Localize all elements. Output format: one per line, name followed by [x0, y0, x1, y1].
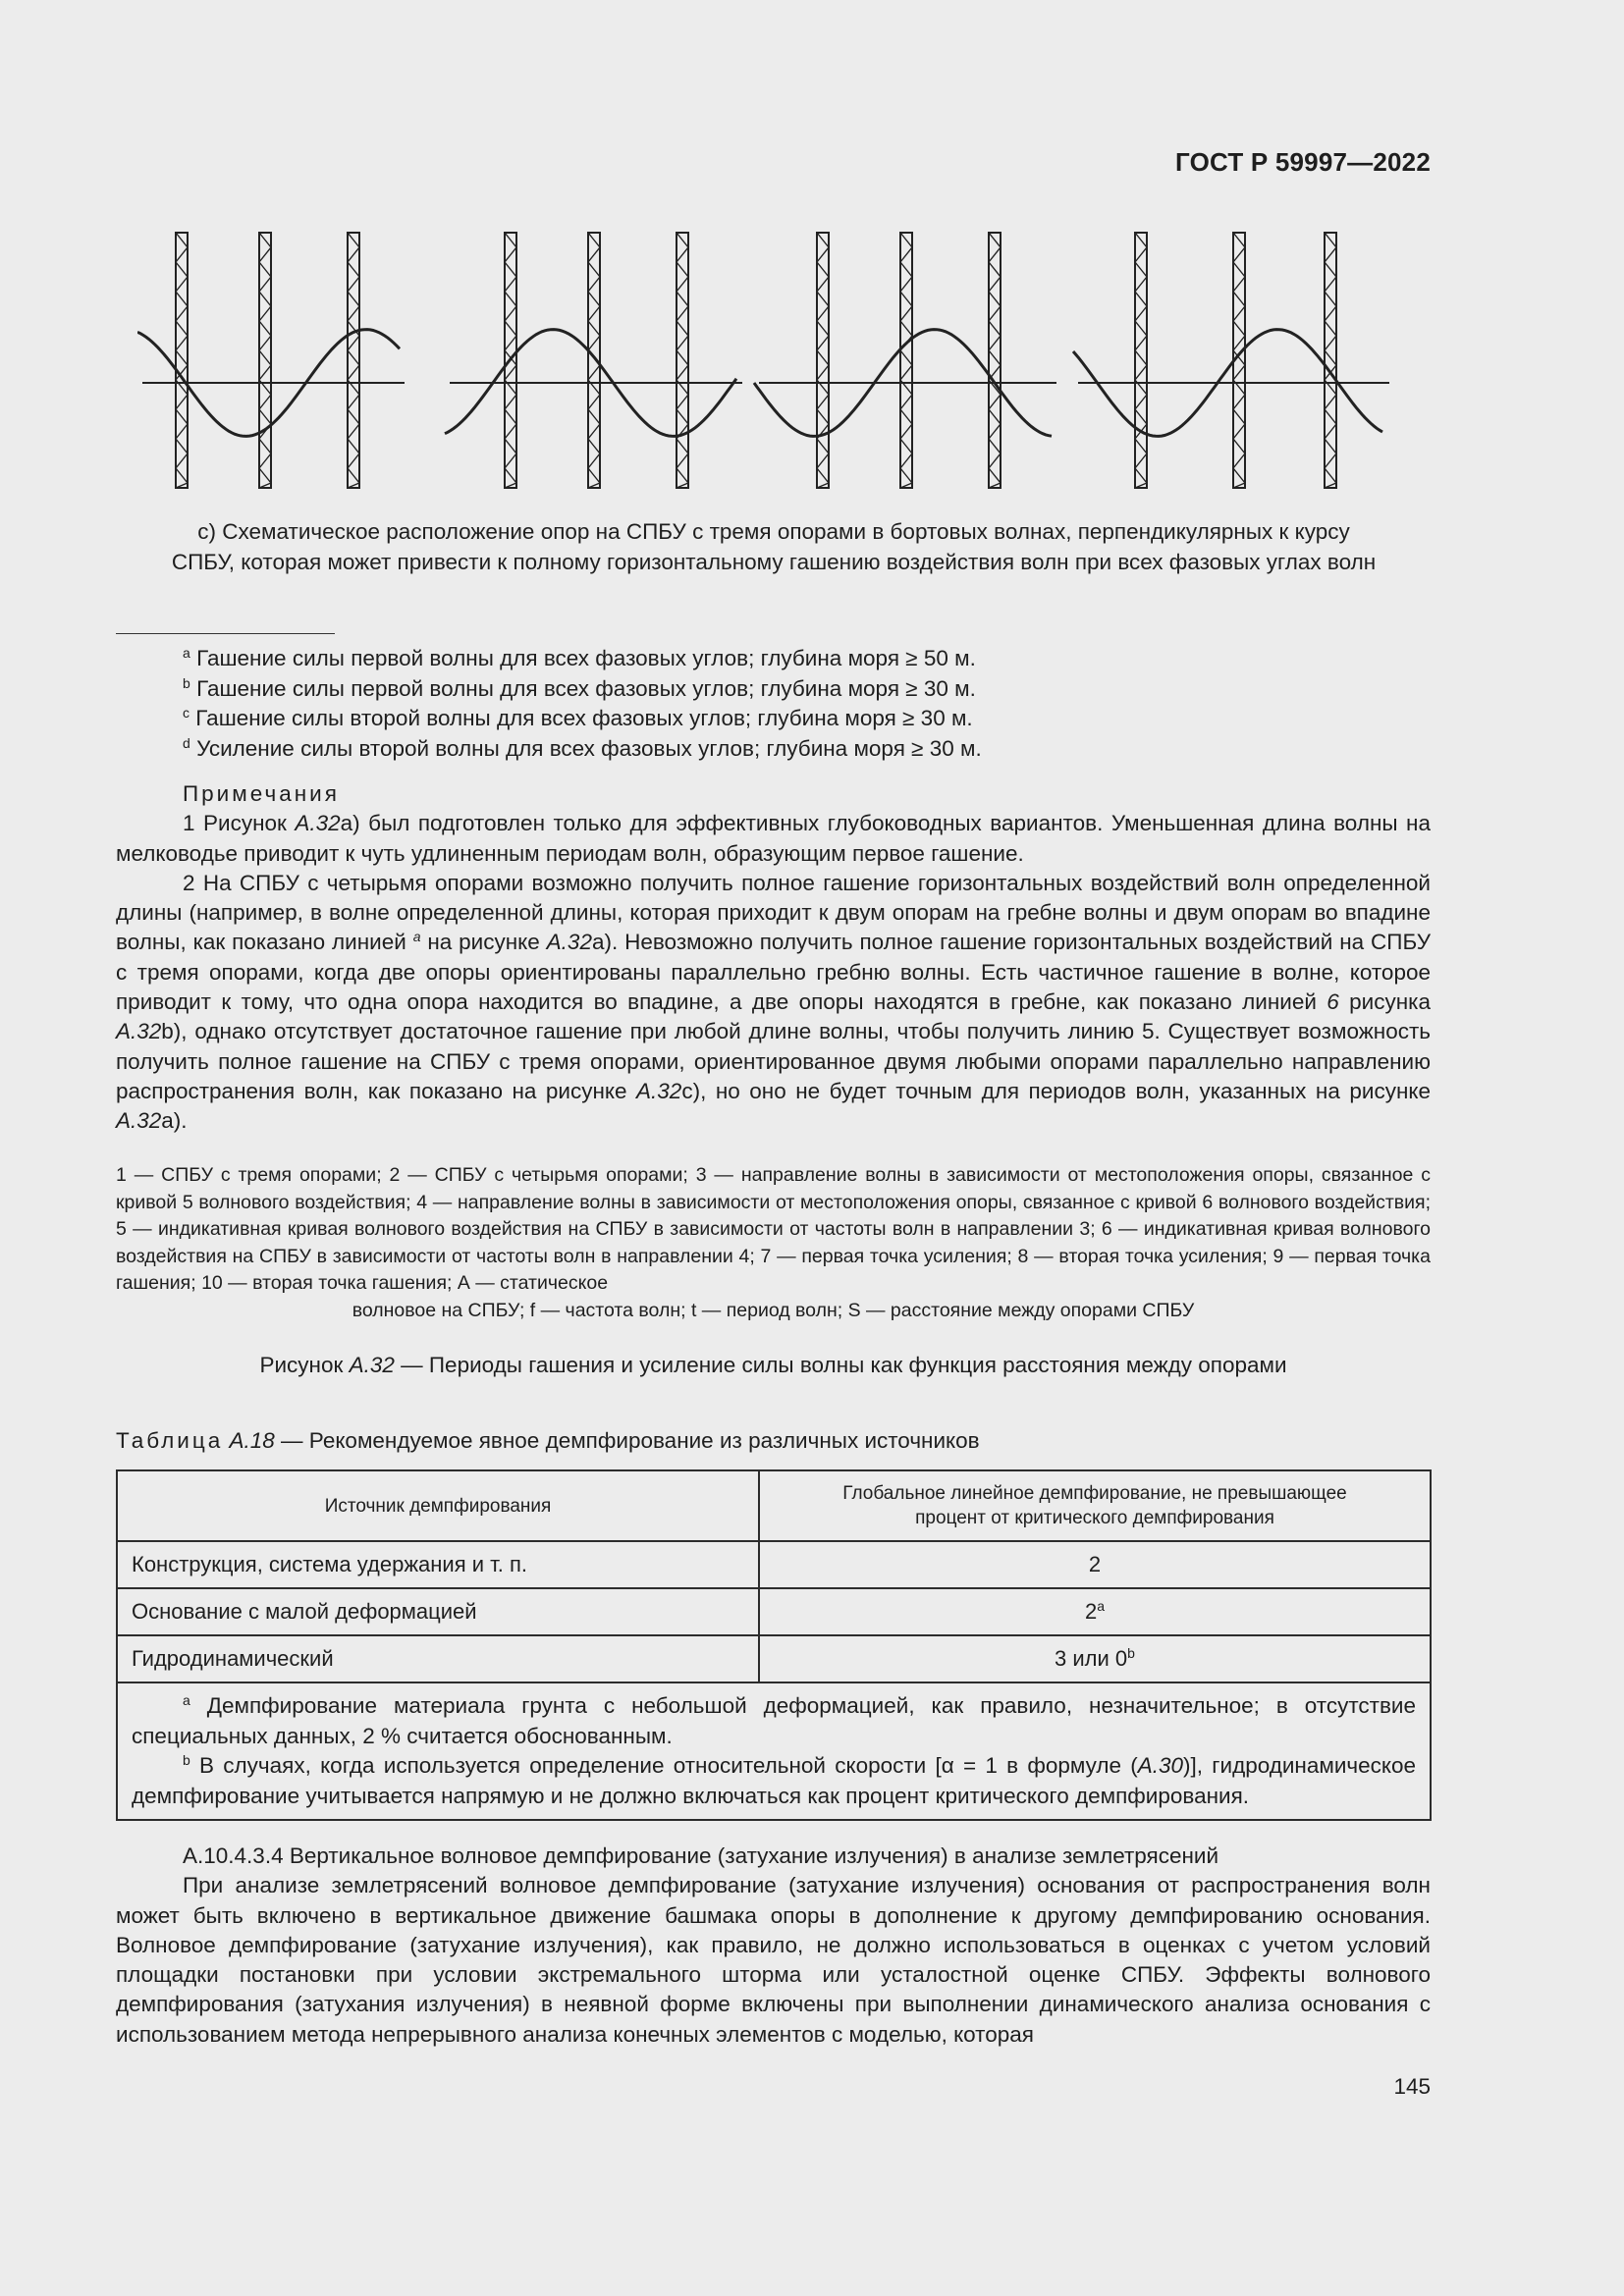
figure-footnotes [183, 644, 1361, 764]
section-a-10-4-3-4 [116, 1842, 1431, 2050]
document-id: ГОСТ Р 59997—2022 [1175, 147, 1431, 177]
lattice-leg [677, 233, 688, 488]
note-2: 2 На СПБУ с четырьмя опорами возможно получить полное гашение горизонтальных воздействий волн определенной длины (например, в волне определенной длины, которая приходит к двум опорам на гребне волны и двум опорам во впадине волны, как показано линией $^a$ на рисунке А.32а). Невозможно получить полное гашение горизонтальных воздействий на СПБУ с тремя опорами, когда две опоры ориентированы параллельно гребню волны. Есть частичное гашение в волне, которое приводит к тому, что одна опора находится во впадине, а две опоры находятся в гребне, как показано линией 6 рисунка А.32b), однако отсутствует достаточное гашение при любой длине волны, чтобы получить линию 5. Существует возможность получить полное гашение на СПБУ с тремя опорами, ориентированное двумя любыми опорами параллельно направлению распространения волн, как показано на рисунке А.32с), но оно не будет точным для периодов волн, указанных на рисунке А.32а). [116, 870, 1432, 1134]
lattice-leg [989, 233, 1001, 488]
lattice-leg [1325, 233, 1336, 488]
lattice-leg [900, 233, 912, 488]
footnote-c: $^c$ Гашение силы второй волны для всех фазовых углов; глубина моря ≥ 30 м. [183, 705, 973, 730]
figure-title: Рисунок А.32 — Периоды гашения и усиление силы волны как функция расстояния между опорами [259, 1353, 1287, 1377]
section-heading: А.10.4.3.4 Вертикальное волновое демпфирование (затухание излучения) в анализе землетрясений [183, 1843, 1219, 1868]
notes-heading: Примечания [183, 781, 340, 806]
table-header-row [117, 1470, 1431, 1541]
figure-c-caption: с) Схематическое расположение опор на СПБУ с тремя опорами в бортовых волнах, перпендикулярных к курсу СПБУ, которая может привести к полному горизонтальному гашению воздействия волн при всех фазовых углах волн [171, 519, 1377, 574]
table-row: Гидродинамический 3 или 0$^b$ [117, 1635, 1431, 1682]
damping-table [116, 1469, 1432, 1821]
figure-c-schematic [137, 221, 1414, 506]
lattice-leg [176, 233, 188, 488]
page-number: 145 [1393, 2074, 1431, 2099]
footnote-b: $^b$ Гашение силы первой волны для всех фазовых углов; глубина моря ≥ 30 м. [183, 674, 976, 701]
column-header-source: Источник демпфирования [117, 1470, 759, 1541]
table-title: Таблица А.18 — Рекомендуемое явное демпфирование из различных источников [116, 1428, 980, 1453]
footnote-a: $^a$ Гашение силы первой волны для всех фазовых углов; глубина моря ≥ 50 м. [183, 645, 976, 670]
table-row: Основание с малой деформацией 2$^a$ [117, 1588, 1431, 1635]
table-row: Конструкция, система удержания и т. п. 2 [117, 1541, 1431, 1588]
table-note-b: $^b$ В случаях, когда используется определение относительной скорости [α = 1 в формуле (А.30)], гидродинамическое демпфирование учитывается напрямую и не должно включаться как процент критического демпфирования. [132, 1752, 1417, 1808]
note-1: 1 Рисунок А.32а) был подготовлен только для эффективных глубоководных вариантов. Уменьшенная длина волны на мелководье приводит к чуть удлиненным периодам волн, образующим первое гашение. [116, 811, 1431, 866]
lattice-leg [817, 233, 829, 488]
lattice-leg [348, 233, 359, 488]
footnote-separator [116, 633, 335, 634]
section-paragraph: При анализе землетрясений волновое демпфирование (затухание излучения) основания от распространения волн может быть включено в вертикальное движение башмака опоры в дополнение к другому демпфированию основания. Волновое демпфирование (затухание излучения), как правило, не должно использоваться в оценках с учетом условий площадки постановки при условии экстремального шторма или усталостной оценке СПБУ. Эффекты волнового демпфирования (затухания излучения) в неявной форме включены при выполнении динамического анализа основания с использованием метода непрерывного анализа конечных элементов с моделью, которая [116, 1873, 1431, 2047]
column-header-damping: Глобальное линейное демпфирование, не превышающее процент от критического демпфирования [759, 1470, 1431, 1541]
figure-legend: 1 — СПБУ с тремя опорами; 2 — СПБУ с четырьмя опорами; 3 — направление волны в зависимости от местоположения опоры, связанное с кривой 5 волнового воздействия; 4 — направление волны в зависимости от местоположения опоры, связанное с кривой 6 волнового воздействия; 5 — индикативная кривая волнового воздействия на СПБУ в зависимости от частоты волн в направлении 3; 6 — индикативная кривая волнового воздействия на СПБУ в зависимости от частоты волн в направлении 4; 7 — первая точка усиления; 8 — вторая точка усиления; 9 — первая точка гашения; 10 — вторая точка гашения; А — статическое волновое на СПБУ; f — частота волн; t — период волн; S — расстояние между опорами СПБУ [116, 1164, 1431, 1321]
table-notes-row [117, 1682, 1431, 1820]
notes-block [116, 779, 1431, 1137]
lattice-leg [259, 233, 271, 488]
footnote-d: $^d$ Усиление силы второй волны для всех фазовых углов; глубина моря ≥ 30 м. [183, 734, 982, 761]
lattice-leg [1135, 233, 1147, 488]
table-note-a: $^a$ Демпфирование материала грунта с небольшой деформацией, как правило, незначительное; в отсутствие специальных данных, 2 % считается обоснованным. [132, 1692, 1416, 1748]
